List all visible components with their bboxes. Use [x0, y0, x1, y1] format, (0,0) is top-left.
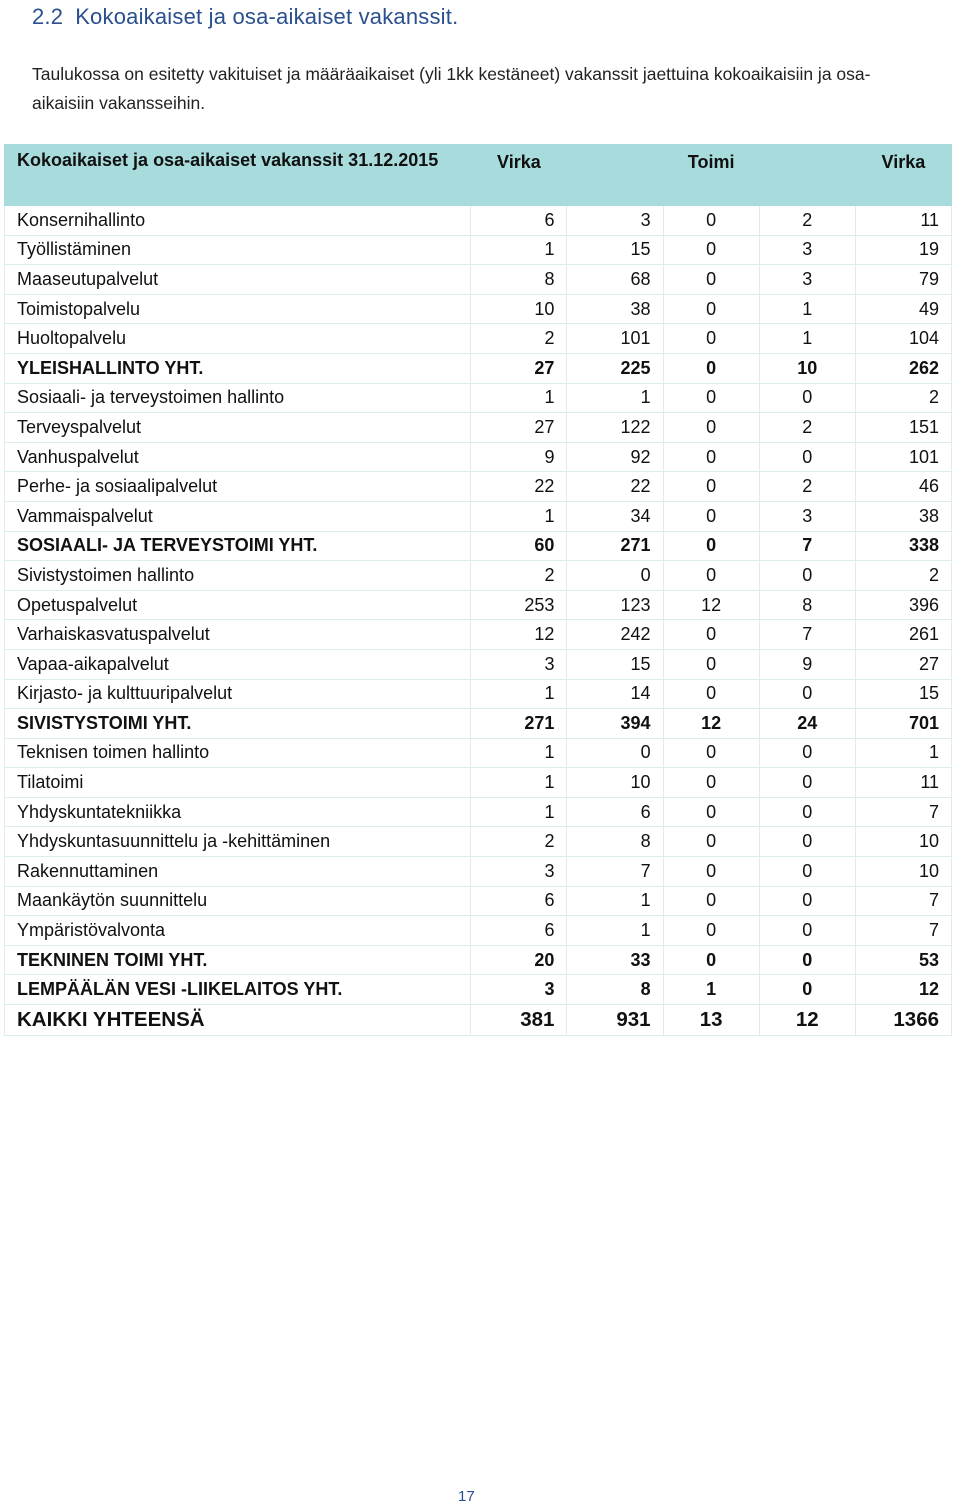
cell-value: 27 — [471, 353, 567, 383]
cell-value: 0 — [759, 886, 855, 916]
cell-value: 931 — [567, 1005, 663, 1036]
cell-value: 101 — [855, 442, 951, 472]
row-label: Maaseutupalvelut — [5, 265, 471, 295]
table-row — [5, 324, 952, 354]
table-row — [5, 265, 952, 295]
cell-value: 12 — [759, 1005, 855, 1036]
cell-value: 2 — [759, 413, 855, 443]
table-header-row — [5, 145, 952, 206]
cell-value: 12 — [663, 590, 759, 620]
cell-value: 6 — [567, 797, 663, 827]
cell-value: 22 — [567, 472, 663, 502]
row-label: Sivistystoimen hallinto — [5, 561, 471, 591]
cell-value: 1 — [471, 738, 567, 768]
cell-value: 6 — [471, 206, 567, 236]
cell-value: 0 — [663, 768, 759, 798]
cell-value: 11 — [855, 206, 951, 236]
cell-value: 381 — [471, 1005, 567, 1036]
cell-value: 271 — [567, 531, 663, 561]
cell-value: 701 — [855, 709, 951, 739]
cell-value: 396 — [855, 590, 951, 620]
cell-value: 261 — [855, 620, 951, 650]
table-row — [5, 531, 952, 561]
cell-value: 0 — [663, 620, 759, 650]
cell-value: 0 — [663, 531, 759, 561]
cell-value: 151 — [855, 413, 951, 443]
cell-value: 2 — [759, 472, 855, 502]
cell-value: 15 — [567, 649, 663, 679]
cell-value: 0 — [759, 561, 855, 591]
cell-value: 0 — [759, 738, 855, 768]
row-label: Konsernihallinto — [5, 206, 471, 236]
section-title: Kokoaikaiset ja osa-aikaiset vakanssit. — [75, 4, 459, 29]
cell-value: 0 — [663, 916, 759, 946]
cell-value: 0 — [663, 827, 759, 857]
cell-value: 1 — [471, 235, 567, 265]
cell-value: 0 — [663, 945, 759, 975]
cell-value: 101 — [567, 324, 663, 354]
table-row — [5, 679, 952, 709]
cell-value: 0 — [663, 649, 759, 679]
row-label: Vanhuspalvelut — [5, 442, 471, 472]
cell-value: 0 — [759, 857, 855, 887]
cell-value: 7 — [567, 857, 663, 887]
row-label: Terveyspalvelut — [5, 413, 471, 443]
cell-value: 7 — [759, 531, 855, 561]
table-row — [5, 294, 952, 324]
cell-value: 8 — [567, 975, 663, 1005]
row-label: LEMPÄÄLÄN VESI -LIIKELAITOS YHT. — [5, 975, 471, 1005]
row-label: Yhdyskuntasuunnittelu ja -kehittäminen — [5, 827, 471, 857]
cell-value: 19 — [855, 235, 951, 265]
header-label: Kokoaikaiset ja osa-aikaiset vakanssit 31.12.2015 — [5, 145, 471, 206]
row-label: Vapaa-aikapalvelut — [5, 649, 471, 679]
table-row — [5, 472, 952, 502]
header-col-1: Virka — [471, 145, 567, 206]
row-label: Maankäytön suunnittelu — [5, 886, 471, 916]
cell-value: 271 — [471, 709, 567, 739]
cell-value: 1 — [471, 768, 567, 798]
cell-value: 1 — [471, 501, 567, 531]
row-label: Varhaiskasvatuspalvelut — [5, 620, 471, 650]
cell-value: 7 — [759, 620, 855, 650]
cell-value: 2 — [855, 561, 951, 591]
cell-value: 3 — [471, 975, 567, 1005]
cell-value: 10 — [855, 857, 951, 887]
cell-value: 0 — [663, 442, 759, 472]
cell-value: 10 — [567, 768, 663, 798]
table-row — [5, 442, 952, 472]
cell-value: 3 — [471, 649, 567, 679]
cell-value: 1 — [567, 886, 663, 916]
cell-value: 53 — [855, 945, 951, 975]
table-row — [5, 1005, 952, 1036]
header-col-2 — [567, 145, 663, 206]
table-row — [5, 709, 952, 739]
cell-value: 0 — [663, 265, 759, 295]
table-row — [5, 206, 952, 236]
row-label: Teknisen toimen hallinto — [5, 738, 471, 768]
cell-value: 0 — [663, 738, 759, 768]
cell-value: 10 — [855, 827, 951, 857]
table-row — [5, 857, 952, 887]
row-label: Työllistäminen — [5, 235, 471, 265]
cell-value: 7 — [855, 886, 951, 916]
cell-value: 3 — [759, 235, 855, 265]
cell-value: 8 — [471, 265, 567, 295]
section-heading — [32, 4, 458, 30]
cell-value: 338 — [855, 531, 951, 561]
cell-value: 104 — [855, 324, 951, 354]
cell-value: 262 — [855, 353, 951, 383]
cell-value: 0 — [663, 383, 759, 413]
cell-value: 6 — [471, 886, 567, 916]
cell-value: 14 — [567, 679, 663, 709]
table-row — [5, 916, 952, 946]
cell-value: 6 — [471, 916, 567, 946]
cell-value: 1 — [567, 916, 663, 946]
cell-value: 1 — [663, 975, 759, 1005]
cell-value: 0 — [759, 383, 855, 413]
row-label: YLEISHALLINTO YHT. — [5, 353, 471, 383]
row-label: KAIKKI YHTEENSÄ — [5, 1005, 471, 1036]
cell-value: 0 — [663, 679, 759, 709]
cell-value: 68 — [567, 265, 663, 295]
intro-paragraph: Taulukossa on esitetty vakituiset ja määräaikaiset (yli 1kk kestäneet) vakanssit jaettuina kokoaikaisiin ja osa-aikaisiin vakansseihin. — [32, 64, 871, 113]
row-label: Ympäristövalvonta — [5, 916, 471, 946]
table-row — [5, 561, 952, 591]
cell-value: 0 — [663, 324, 759, 354]
section-number: 2.2 — [32, 4, 64, 29]
cell-value: 10 — [471, 294, 567, 324]
cell-value: 49 — [855, 294, 951, 324]
cell-value: 122 — [567, 413, 663, 443]
table-row — [5, 768, 952, 798]
row-label: Rakennuttaminen — [5, 857, 471, 887]
cell-value: 27 — [855, 649, 951, 679]
row-label: Vammaispalvelut — [5, 501, 471, 531]
header-col-4 — [759, 145, 855, 206]
row-label: Opetuspalvelut — [5, 590, 471, 620]
cell-value: 2 — [471, 827, 567, 857]
cell-value: 7 — [855, 916, 951, 946]
cell-value: 12 — [663, 709, 759, 739]
table-row — [5, 649, 952, 679]
table-row — [5, 945, 952, 975]
cell-value: 13 — [663, 1005, 759, 1036]
table-row — [5, 738, 952, 768]
cell-value: 10 — [759, 353, 855, 383]
table-row — [5, 413, 952, 443]
table-row — [5, 797, 952, 827]
cell-value: 33 — [567, 945, 663, 975]
cell-value: 0 — [759, 916, 855, 946]
table-row — [5, 235, 952, 265]
cell-value: 0 — [663, 886, 759, 916]
cell-value: 15 — [567, 235, 663, 265]
cell-value: 22 — [471, 472, 567, 502]
cell-value: 0 — [567, 561, 663, 591]
row-label: Perhe- ja sosiaalipalvelut — [5, 472, 471, 502]
cell-value: 3 — [759, 265, 855, 295]
table-row — [5, 383, 952, 413]
cell-value: 0 — [663, 413, 759, 443]
header-col-5: Virka — [855, 145, 951, 206]
table-row — [5, 886, 952, 916]
cell-value: 8 — [567, 827, 663, 857]
cell-value: 0 — [663, 353, 759, 383]
cell-value: 0 — [663, 797, 759, 827]
row-label: Huoltopalvelu — [5, 324, 471, 354]
cell-value: 8 — [759, 590, 855, 620]
row-label: Sosiaali- ja terveystoimen hallinto — [5, 383, 471, 413]
row-label: SIVISTYSTOIMI YHT. — [5, 709, 471, 739]
cell-value: 12 — [471, 620, 567, 650]
cell-value: 0 — [759, 797, 855, 827]
cell-value: 0 — [663, 501, 759, 531]
cell-value: 0 — [663, 857, 759, 887]
cell-value: 0 — [759, 442, 855, 472]
cell-value: 0 — [759, 827, 855, 857]
vacancy-table — [4, 144, 952, 1036]
cell-value: 9 — [759, 649, 855, 679]
cell-value: 1 — [855, 738, 951, 768]
cell-value: 11 — [855, 768, 951, 798]
cell-value: 0 — [663, 561, 759, 591]
cell-value: 38 — [855, 501, 951, 531]
table-row — [5, 353, 952, 383]
cell-value: 3 — [567, 206, 663, 236]
page-number: 17 — [458, 1488, 475, 1505]
table-body — [5, 206, 952, 1036]
cell-value: 0 — [759, 945, 855, 975]
cell-value: 38 — [567, 294, 663, 324]
row-label: Kirjasto- ja kulttuuripalvelut — [5, 679, 471, 709]
cell-value: 3 — [471, 857, 567, 887]
cell-value: 15 — [855, 679, 951, 709]
cell-value: 3 — [759, 501, 855, 531]
cell-value: 1 — [471, 679, 567, 709]
row-label: SOSIAALI- JA TERVEYSTOIMI YHT. — [5, 531, 471, 561]
row-label: TEKNINEN TOIMI YHT. — [5, 945, 471, 975]
cell-value: 0 — [759, 975, 855, 1005]
cell-value: 34 — [567, 501, 663, 531]
cell-value: 1 — [759, 294, 855, 324]
row-label: Yhdyskuntatekniikka — [5, 797, 471, 827]
cell-value: 79 — [855, 265, 951, 295]
table-row — [5, 827, 952, 857]
cell-value: 60 — [471, 531, 567, 561]
cell-value: 1366 — [855, 1005, 951, 1036]
cell-value: 1 — [567, 383, 663, 413]
cell-value: 0 — [663, 235, 759, 265]
header-col-3: Toimi — [663, 145, 759, 206]
cell-value: 9 — [471, 442, 567, 472]
cell-value: 92 — [567, 442, 663, 472]
cell-value: 1 — [471, 383, 567, 413]
cell-value: 2 — [759, 206, 855, 236]
cell-value: 27 — [471, 413, 567, 443]
table-row — [5, 501, 952, 531]
cell-value: 12 — [855, 975, 951, 1005]
row-label: Tilatoimi — [5, 768, 471, 798]
cell-value: 1 — [759, 324, 855, 354]
cell-value: 0 — [663, 206, 759, 236]
table-row — [5, 620, 952, 650]
cell-value: 0 — [567, 738, 663, 768]
table-row — [5, 975, 952, 1005]
cell-value: 1 — [471, 797, 567, 827]
cell-value: 0 — [759, 768, 855, 798]
cell-value: 24 — [759, 709, 855, 739]
cell-value: 394 — [567, 709, 663, 739]
cell-value: 7 — [855, 797, 951, 827]
cell-value: 0 — [663, 294, 759, 324]
cell-value: 0 — [663, 472, 759, 502]
cell-value: 123 — [567, 590, 663, 620]
cell-value: 2 — [471, 324, 567, 354]
cell-value: 2 — [855, 383, 951, 413]
cell-value: 225 — [567, 353, 663, 383]
cell-value: 20 — [471, 945, 567, 975]
table-row — [5, 590, 952, 620]
row-label: Toimistopalvelu — [5, 294, 471, 324]
cell-value: 242 — [567, 620, 663, 650]
cell-value: 46 — [855, 472, 951, 502]
cell-value: 253 — [471, 590, 567, 620]
cell-value: 2 — [471, 561, 567, 591]
cell-value: 0 — [759, 679, 855, 709]
